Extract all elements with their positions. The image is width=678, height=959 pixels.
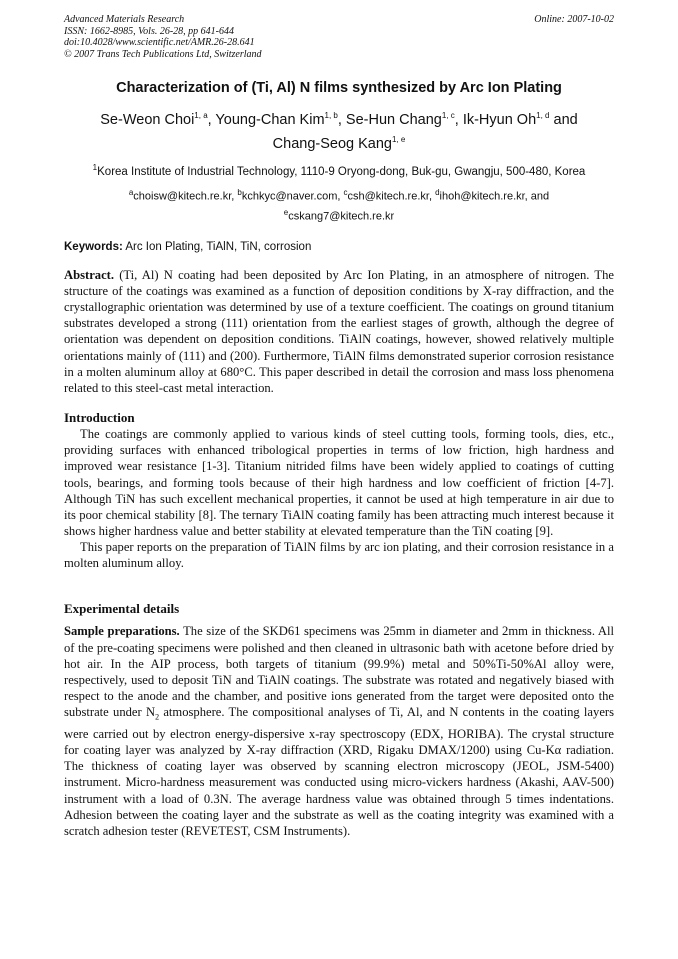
subscript: 2	[155, 712, 160, 722]
email-link[interactable]: csh@kitech.re.kr,	[347, 191, 436, 204]
author-sup: 1, e	[391, 134, 406, 144]
experimental-paragraph	[64, 623, 614, 839]
email-list	[64, 185, 614, 224]
author-name: Chang-Seog Kang	[272, 135, 392, 152]
section-heading-experimental: Experimental details	[64, 601, 180, 617]
abstract-text: (Ti, Al) N coating had been deposited by Arc Ion Plating, in an atmosphere of nitrogen. The structure of the coatings was examined as a function of deposition conditions by X-ray diffraction, and the crystallographic orientation was determined by use of a texture coefficient. The coatings on ground titanium substrates developed a strong (111) orientation from the earliest stages of growth, although the degree of orientation was dependent on deposition conditions. TiAlN coatings, however, showed relatively multiple orientations mainly of (111) and (200). Furthermore, TiAlN films demonstrated superior corrosion resistance in a molten aluminum alloy at 680°C. This paper described in detail the corrosion and mass loss phenomena related to this steel-cast metal interaction.	[64, 267, 614, 395]
experimental-text: atmosphere. The compositional analyses of Ti, Al, and N contents in the coating layers were carried out by electron energy-dispersive x-ray spectroscopy (EDX, HORIBA). The crystal structure for coating layer was analyzed by X-ray diffraction (XRD, Rigaku DMAX/1200) using Cu-Kα radiation. The thickness of coating layer was observed by scanning electron microscopy (JEOL, JSM-5400) instrument. Micro-hardness measurement was conducted using micro-vickers hardness (Akashi, AAV-500) instrument with a load of 0.3N. The average hardness value was obtained through 5 times indentations. Adhesion between the coating layer and the substrate as well as the coating integrity was examined with a scratch adhesion tester (REVETEST, CSM Instruments).	[64, 705, 615, 838]
doi-line: doi:10.4028/www.scientific.net/AMR.26-28.641	[64, 37, 255, 48]
author-sup: 1, d	[536, 111, 550, 120]
affiliation	[64, 163, 614, 178]
author-name: , Young-Chan Kim	[207, 111, 325, 128]
email-link[interactable]: cskang7@kitech.re.kr	[288, 210, 395, 223]
introduction-paragraph: This paper reports on the preparation of TiAlN films by arc ion plating, and their corrosion resistance in a molten aluminum alloy.	[64, 540, 614, 571]
email-link[interactable]: kchkyc@naver.com,	[241, 191, 344, 204]
author-sup: 1, c	[441, 111, 455, 120]
author-sup: 1, a	[194, 111, 208, 120]
abstract	[64, 267, 614, 396]
email-sup: b	[237, 188, 242, 198]
issn-line: ISSN: 1662-8985, Vols. 26-28, pp 641-644	[64, 25, 234, 37]
copyright-line: © 2007 Trans Tech Publications Ltd, Switzerland	[64, 48, 262, 60]
online-date: Online: 2007-10-02	[534, 14, 614, 25]
paper-page	[64, 14, 614, 839]
email-sup: e	[283, 208, 289, 218]
email-sup: a	[128, 188, 134, 198]
email-sup: d	[435, 188, 440, 198]
affiliation-text: Korea Institute of Industrial Technology, 1110-9 Oryong-dong, Buk-gu, Gwangju, 500-480, Korea	[97, 165, 586, 178]
abstract-label: Abstract.	[64, 267, 115, 282]
journal-name: Advanced Materials Research	[64, 14, 185, 25]
keywords-label: Keywords:	[64, 240, 123, 253]
author-conjunction: and	[549, 111, 578, 128]
email-link[interactable]: ihoh@kitech.re.kr, and	[439, 191, 550, 204]
affiliation-sup: 1	[92, 162, 98, 172]
author-sup: 1, b	[324, 111, 338, 120]
introduction-paragraph: The coatings are commonly applied to various kinds of steel cutting tools, forming tools, dies, etc., providing surfaces with enhanced tribological properties in terms of low friction, high hardness and improved wear resistance [1-3]. Titanium nitrided films have been widely applied to coatings of cutting tools, bearings, and forming tools because of their high hardness and low coefficient of friction [4-7]. Although TiN has such excellent mechanical properties, it cannot be used at high temperature in air due to its poor chemical stability [8]. The ternary TiAlN coating family has been attracting much interest because it shows higher hardness value and better stability at elevated temperature than the TiN coating [9].	[64, 427, 614, 538]
keywords	[64, 241, 614, 253]
email-link[interactable]: choisw@kitech.re.kr,	[133, 191, 238, 204]
author-name: , Ik-Hyun Oh	[454, 111, 537, 128]
author-name: , Se-Hun Chang	[337, 111, 442, 128]
author-list	[64, 106, 614, 154]
email-sup: c	[343, 188, 348, 198]
paper-title: Characterization of (Ti, Al) N films synthesized by Arc Ion Plating	[116, 80, 562, 96]
subsection-label: Sample preparations.	[64, 624, 180, 639]
section-heading-introduction: Introduction	[64, 410, 135, 426]
keywords-text: Arc Ion Plating, TiAlN, TiN, corrosion	[122, 240, 312, 253]
experimental-text: The size of the SKD61 specimens was 25mm in diameter and 2mm in thickness. All of the pre-coating specimens were polished and then cleaned in ultrasonic bath with acetone before dried by hot air. In the AIP process, both targets of titanium (99.9%) metal and 50%Ti-50%Al alloy were, respectively, used to deposit TiN and TiAlN coatings. The substrate was rotated and negatively biased with respect to the anode and the chamber, and positive ions generated from the target were deposited onto the substrate under N	[64, 624, 614, 720]
author-name: Se-Weon Choi	[100, 111, 195, 128]
journal-header	[64, 14, 614, 66]
